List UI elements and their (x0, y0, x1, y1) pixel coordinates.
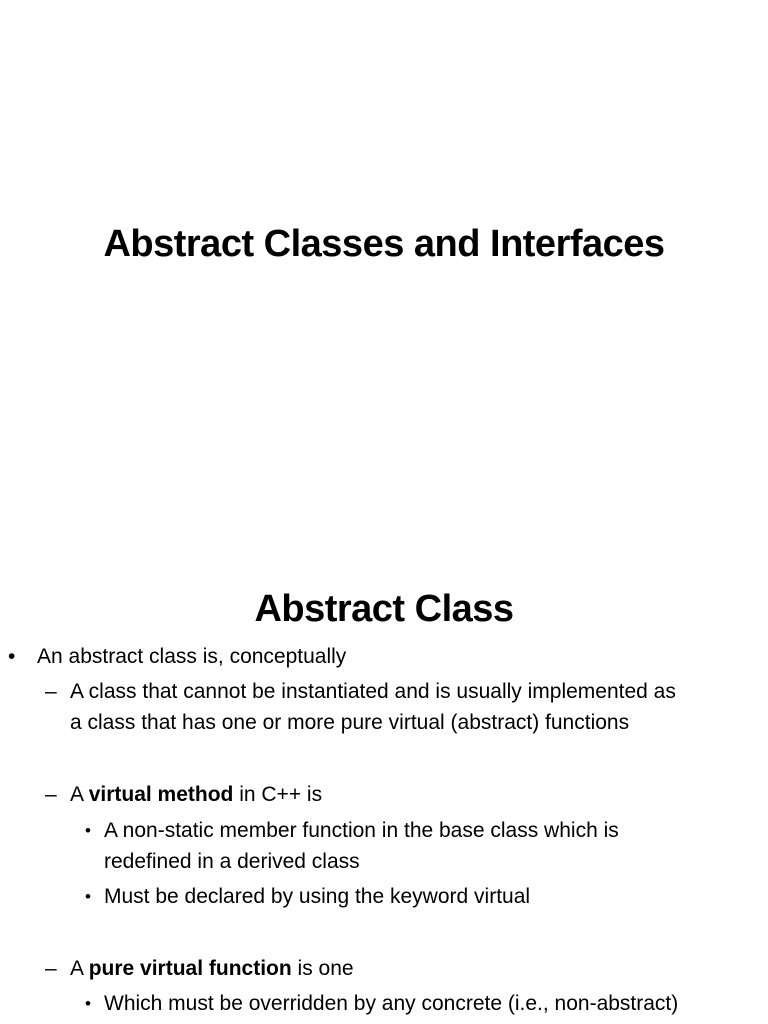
sub-bullet-text-continued: a class that has one or more pure virtual (abstract) functions (70, 711, 630, 734)
text-suffix: in C++ is (233, 783, 323, 806)
sub-sub-bullet-text: Which must be overridden by any concrete (i.e., non-abstract) (104, 992, 679, 1015)
dash-marker: – (45, 783, 57, 806)
sub-bullet-text: A class that cannot be instantiated and is usually implemented as (70, 680, 676, 703)
slide-title: Abstract Classes and Interfaces (103, 223, 665, 265)
bullet-marker: • (8, 645, 16, 668)
bullet-marker: • (85, 821, 91, 840)
text-prefix: A (70, 957, 89, 980)
sub-sub-bullet-text-continued: redefined in a derived class (104, 850, 360, 873)
text-suffix: is one (291, 957, 354, 980)
bold-term: virtual method (88, 783, 234, 806)
text-prefix: A (70, 783, 89, 806)
sub-bullet-text (70, 956, 354, 982)
sub-sub-bullet-text: A non-static member function in the base class which is (104, 819, 619, 842)
bullet-text: An abstract class is, conceptually (37, 645, 347, 668)
sub-sub-bullet-text: Must be declared by using the keyword virtual (104, 885, 531, 908)
dash-marker: – (45, 680, 57, 703)
dash-marker: – (45, 957, 57, 980)
bullet-marker: • (85, 887, 91, 906)
bold-term: pure virtual function (88, 957, 292, 980)
sub-bullet-text (70, 782, 322, 808)
slide-title: Abstract Class (254, 588, 514, 630)
bullet-marker: • (85, 994, 91, 1013)
